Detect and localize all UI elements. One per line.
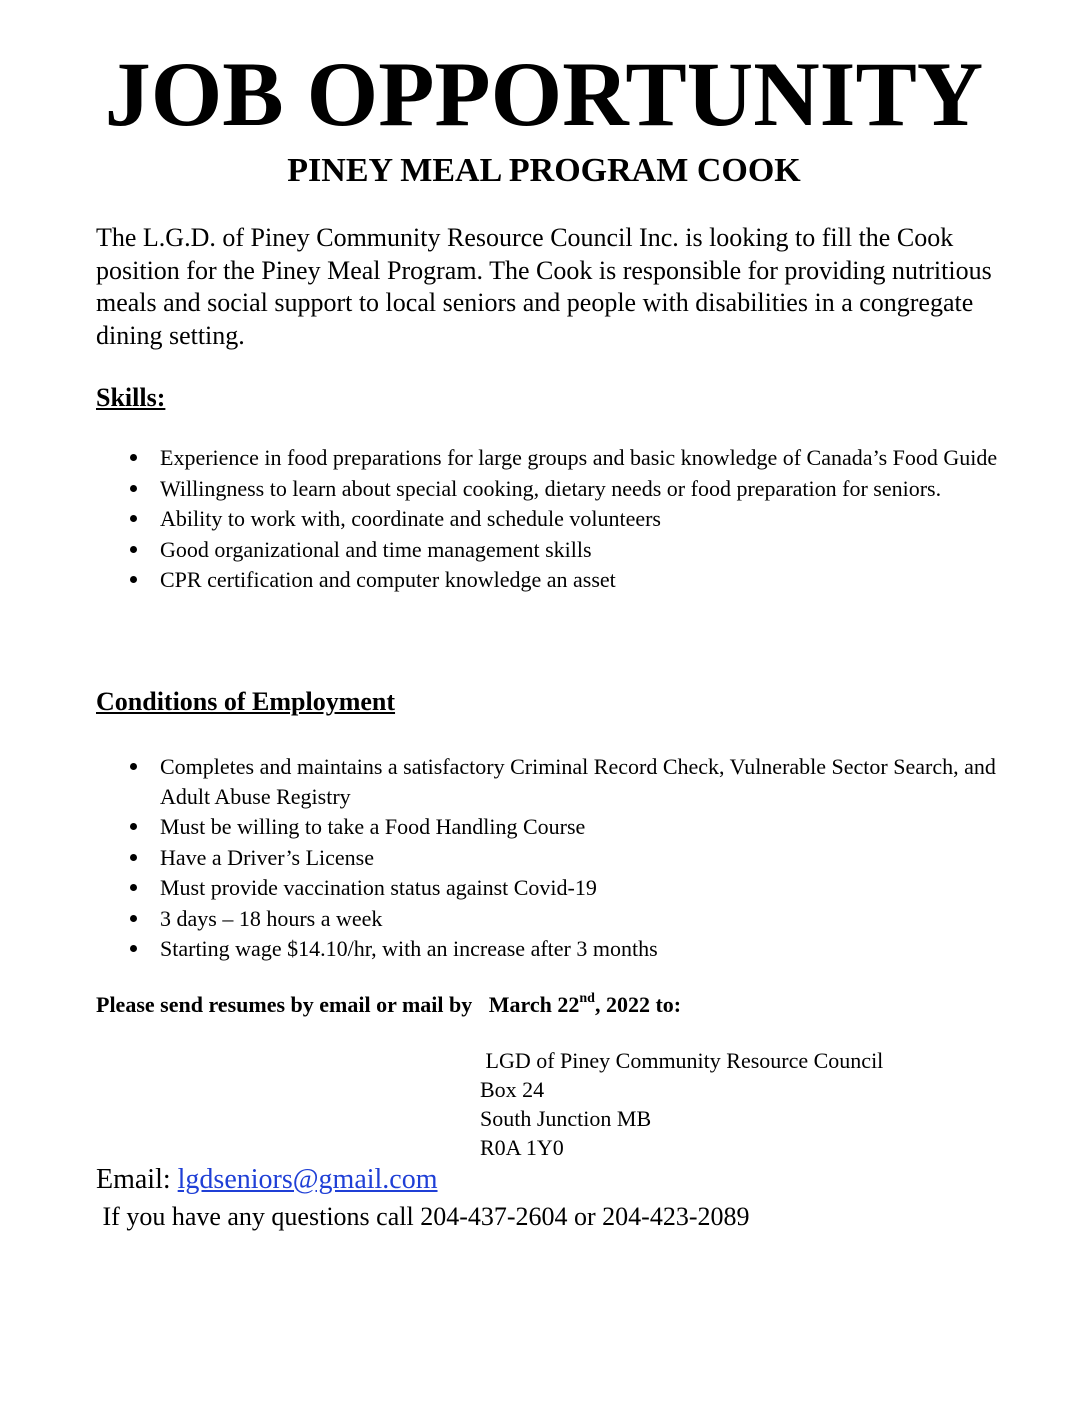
deadline-prefix: Please send resumes by email or mail by March 22 [96,992,580,1017]
bullet-icon [130,823,137,830]
list-item [96,904,1006,934]
page-title: JOB OPPORTUNITY [104,43,984,145]
condition-text: Must provide vaccination status against Covid-19 [160,875,597,900]
mailing-address [480,1046,883,1162]
deadline-suffix: , 2022 to: [594,992,682,1017]
address-line: R0A 1Y0 [480,1135,564,1160]
bullet-icon [130,515,137,522]
conditions-heading: Conditions of Employment [96,687,396,716]
intro-paragraph: The L.G.D. of Piney Community Resource Council Inc. is looking to fill the Cook position for the Piney Meal Program. The Cook is responsible for providing nutritious meals and social support to local seniors and people with disabilities in a congregate dining setting. [96,223,992,350]
address-line: LGD of Piney Community Resource Council [480,1048,884,1073]
condition-text: Completes and maintains a satisfactory Criminal Record Check, Vulnerable Sector Search, and Adult Abuse Registry [160,754,996,809]
skills-list [96,443,1006,596]
list-item [96,934,1006,964]
bullet-icon [130,763,137,770]
email-label: Email: [96,1164,178,1195]
email-line [96,1162,438,1198]
bullet-icon [130,454,137,461]
deadline-ordinal: nd [579,991,595,1006]
skill-text: Good organizational and time management skills [160,536,592,562]
conditions-list [96,752,1006,965]
condition-text: Starting wage $14.10/hr, with an increase after 3 months [160,936,658,961]
questions-contact: If you have any questions call 204-437-2604 or 204-423-2089 [96,1202,750,1231]
skill-text: Experience in food preparations for large groups and basic knowledge of Canada’s Food Guide [160,445,998,470]
application-deadline [96,990,681,1020]
condition-text: 3 days – 18 hours a week [160,905,383,931]
list-item [96,535,1006,565]
bullet-icon [130,945,137,952]
bullet-icon [130,884,137,891]
bullet-icon [130,485,137,492]
skill-text: CPR certification and computer knowledge an asset [160,567,616,592]
skills-heading: Skills: [96,383,166,412]
bullet-icon [130,546,137,553]
list-item [96,812,1006,842]
address-line: Box 24 [480,1077,545,1102]
list-item [96,504,1006,534]
bullet-icon [130,854,137,861]
address-line: South Junction MB [480,1106,652,1131]
condition-text: Have a Driver’s License [160,844,374,870]
condition-text: Must be willing to take a Food Handling Course [160,814,586,839]
list-item [96,565,1006,595]
list-item [96,843,1006,873]
skill-text: Willingness to learn about special cooking, dietary needs or food preparation for seniors. [160,475,942,501]
list-item [96,443,1006,473]
job-subtitle: PINEY MEAL PROGRAM COOK [287,152,801,189]
list-item [96,752,1006,811]
list-item [96,474,1006,504]
bullet-icon [130,576,137,583]
skill-text: Ability to work with, coordinate and schedule volunteers [160,506,661,531]
list-item [96,873,1006,903]
email-link[interactable]: lgdseniors@gmail.com [177,1164,438,1195]
bullet-icon [130,915,137,922]
